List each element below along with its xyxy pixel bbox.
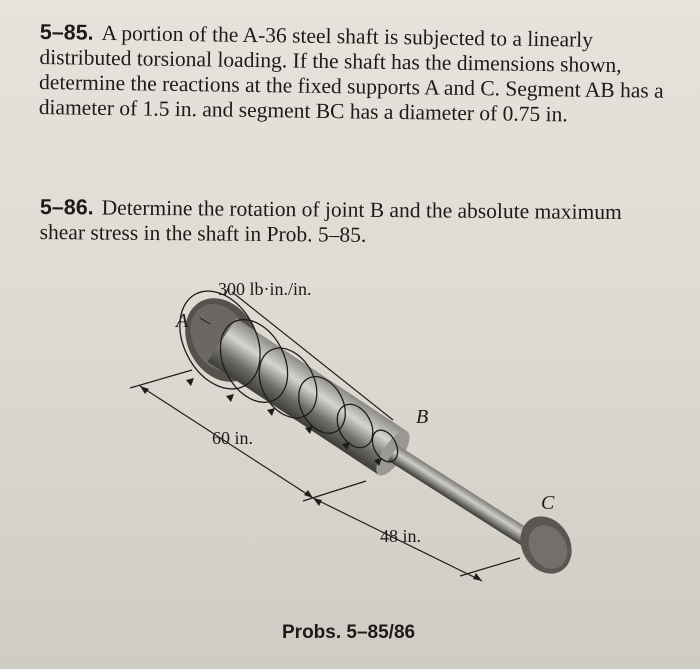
support-c — [510, 507, 582, 583]
figure-caption: Probs. 5–85/86 — [282, 622, 416, 643]
dimension-ab-label: 60 in. — [212, 428, 254, 448]
dimension-bc-label: 48 in. — [380, 526, 422, 546]
problem-5-86 — [40, 195, 670, 250]
label-c: C — [541, 492, 555, 514]
problem-number: 5–86. — [39, 195, 94, 220]
problem-number: 5–85. — [39, 20, 94, 45]
shaft-figure — [0, 260, 700, 669]
label-b: B — [416, 406, 429, 428]
load-label: 300 lb·in./in. — [218, 279, 312, 299]
label-a: A — [176, 310, 189, 332]
problem-5-85 — [39, 20, 670, 129]
problem-text: A portion of the A-36 steel shaft is subjected to a linearly distributed torsional loading. If the shaft has the dimensions shown, determine the reactions at the fixed supports A and C. Segment AB has a diameter of 1.5 in. and segment BC has a diameter of 0.75 in. — [38, 20, 664, 127]
shaft-segment-ab — [208, 318, 416, 480]
problem-text: Determine the rotation of joint B and the absolute maximum shear stress in the shaft in Prob. 5–85. — [39, 195, 622, 247]
shaft-diagram — [0, 260, 700, 669]
